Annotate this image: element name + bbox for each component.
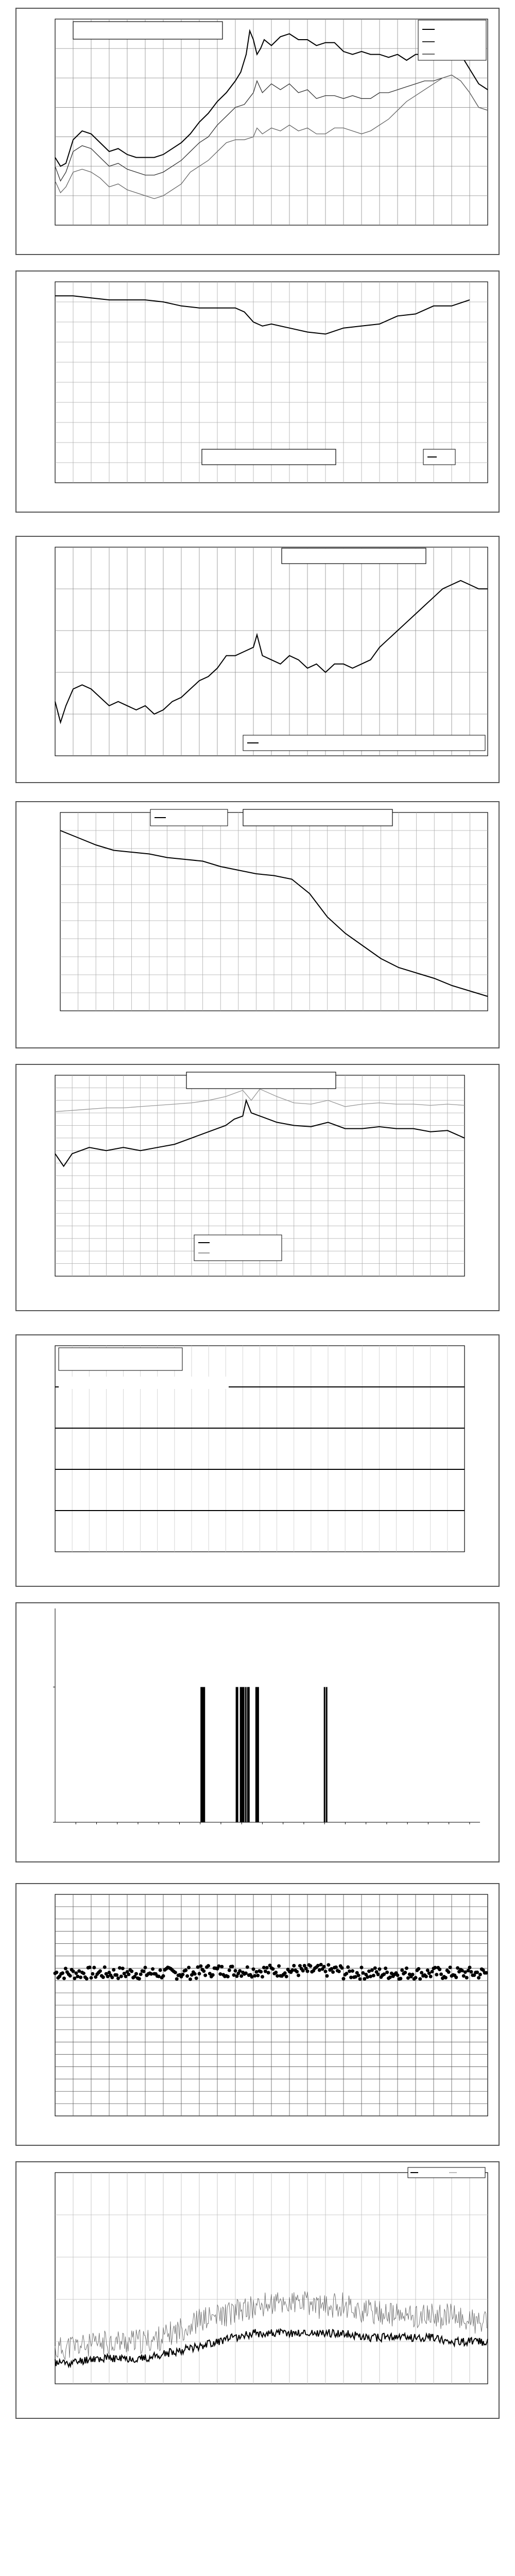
wind-direction-point [438, 1968, 441, 1971]
wind-direction-point [429, 1975, 433, 1978]
wind-direction-point [239, 1974, 243, 1978]
wind-direction-point [259, 1970, 263, 1974]
wind-direction-point [73, 1977, 76, 1980]
chart-title-box [73, 22, 222, 39]
wind-direction-point [138, 1977, 141, 1980]
wind-direction-point [193, 1972, 197, 1976]
wind-direction-point [468, 1965, 472, 1969]
wind-direction-point [351, 1969, 354, 1973]
wind-direction-point [469, 1970, 473, 1974]
wind-direction-point [244, 1971, 248, 1975]
mixing-ratio-chart [16, 537, 499, 782]
wind-direction-point [207, 1964, 210, 1968]
wind-direction-chart-panel [15, 1883, 500, 2146]
chart-title-box [59, 1348, 182, 1370]
wind-direction-point [124, 1975, 128, 1978]
wind-direction-point [366, 1975, 369, 1979]
wind-direction-point [301, 1969, 305, 1973]
wind-direction-point [195, 1976, 198, 1980]
wind-direction-point [485, 1971, 488, 1975]
wind-direction-point [267, 1971, 270, 1974]
wind-direction-point [384, 1967, 387, 1970]
wind-direction-point [439, 1972, 443, 1976]
wind-direction-point [185, 1974, 189, 1978]
wind-direction-point [72, 1970, 75, 1973]
legend-box [194, 1235, 282, 1261]
wind-direction-point [127, 1973, 130, 1976]
wind-direction-point [420, 1971, 423, 1975]
wind-direction-point [478, 1973, 482, 1976]
wind-direction-point [345, 1972, 348, 1975]
wind-direction-point [261, 1975, 264, 1978]
wind-direction-point [175, 1977, 179, 1981]
wind-direction-point [324, 1970, 328, 1973]
sunshine-bar [258, 1687, 259, 1823]
wind-direction-point [198, 1972, 201, 1975]
humidity-chart-panel [15, 270, 500, 513]
wind-direction-point [121, 1967, 125, 1970]
wind-direction-point [462, 1974, 466, 1978]
sunshine-bar [237, 1687, 238, 1823]
wind-direction-point [184, 1969, 187, 1972]
wind-direction-point [306, 1970, 310, 1973]
wind-direction-point [151, 1967, 154, 1971]
wind-direction-point [378, 1968, 382, 1971]
rainfall-chart-panel [15, 1334, 500, 1587]
wind-direction-point [346, 1965, 350, 1969]
temperature-chart [16, 9, 499, 254]
wind-direction-point [211, 1973, 215, 1977]
wind-direction-point [98, 1969, 102, 1973]
wind-direction-point [399, 1977, 402, 1980]
note-box [59, 1377, 229, 1389]
wind-direction-point [256, 1974, 260, 1977]
wind-direction-point [103, 1965, 107, 1969]
wind-direction-point [162, 1974, 165, 1978]
wind-direction-point [319, 1963, 323, 1967]
mixing-ratio-chart-panel [15, 536, 500, 783]
wind-direction-point [68, 1974, 72, 1978]
sunshine-chart [16, 1603, 499, 1861]
wind-direction-point [271, 1967, 274, 1971]
humidity-chart [16, 272, 499, 512]
chart-title-box [186, 1072, 336, 1089]
pressure-chart [16, 802, 499, 1047]
wind-direction-point [376, 1973, 380, 1976]
wind-direction-point [139, 1972, 143, 1976]
wind-direction-point [217, 1964, 220, 1968]
wind-direction-point [340, 1966, 344, 1970]
wind-direction-point [358, 1977, 362, 1981]
wind-direction-point [119, 1975, 123, 1978]
wind-direction-point [174, 1971, 177, 1974]
wind-direction-point [159, 1969, 162, 1972]
legend-box [408, 2167, 485, 2178]
wind-direction-point [64, 1967, 67, 1970]
wind-direction-point [435, 1973, 438, 1976]
wind-direction-point [90, 1976, 93, 1979]
sunshine-bar [243, 1687, 245, 1823]
wind-direction-point [202, 1969, 205, 1973]
wind-direction-point [277, 1964, 281, 1968]
wind-direction-point [62, 1976, 66, 1980]
wind-direction-point [400, 1969, 404, 1972]
chart-title-box [202, 449, 336, 465]
wind-direction-point [187, 1965, 191, 1969]
wind-direction-point [226, 1975, 230, 1978]
wind-direction-point [308, 1964, 312, 1968]
wind-direction-point [418, 1977, 422, 1981]
wind-direction-point [295, 1970, 299, 1973]
wind-direction-point [382, 1972, 386, 1976]
wind-direction-point [475, 1971, 479, 1974]
wind-direction-point [431, 1970, 434, 1973]
wind-direction-point [325, 1974, 329, 1978]
wind-direction-point [265, 1966, 269, 1970]
wind-direction-point [405, 1967, 408, 1970]
wind-direction-point [465, 1976, 469, 1979]
sunshine-bar [203, 1687, 205, 1823]
wind-direction-point [181, 1973, 184, 1976]
wind-direction-point [144, 1966, 147, 1970]
wind-direction-point [130, 1970, 133, 1973]
wind-direction-point [234, 1969, 237, 1973]
wind-direction-chart [16, 1884, 499, 2145]
wind-direction-point [274, 1971, 278, 1974]
wind-direction-point [363, 1977, 366, 1980]
wind-direction-point [116, 1976, 120, 1980]
wind-direction-point [283, 1971, 287, 1975]
wind-direction-point [203, 1974, 207, 1977]
wind-direction-point [357, 1974, 360, 1977]
wind-direction-point [101, 1975, 105, 1979]
legend-box [243, 735, 485, 751]
wind-direction-point [396, 1973, 400, 1977]
wind-direction-point [337, 1970, 341, 1973]
chart-title-box [282, 548, 426, 564]
wind-direction-point [334, 1965, 338, 1969]
wind-direction-point [414, 1976, 418, 1979]
rainfall-chart [16, 1335, 499, 1586]
wind-direction-point [342, 1977, 346, 1980]
wind-direction-point [360, 1965, 364, 1969]
wind-direction-point [417, 1967, 420, 1971]
wind-direction-point [88, 1965, 92, 1969]
wind-direction-point [447, 1970, 451, 1974]
wind-direction-point [246, 1965, 249, 1969]
wind-direction-point [297, 1974, 300, 1977]
wind-direction-point [92, 1966, 96, 1970]
wind-direction-point [188, 1977, 192, 1981]
wind-direction-point [373, 1967, 377, 1970]
sunshine-bar [245, 1687, 247, 1823]
wind-direction-point [444, 1976, 448, 1979]
wind-direction-point [82, 1972, 85, 1975]
wind-direction-point [91, 1972, 94, 1976]
wind-direction-point [220, 1965, 224, 1969]
wind-direction-point [292, 1964, 296, 1968]
wind-direction-point [115, 1973, 118, 1977]
wind-direction-point [403, 1971, 407, 1974]
sunshine-bar [326, 1687, 328, 1823]
wind-direction-point [477, 1976, 480, 1979]
wind-direction-point [424, 1975, 428, 1978]
wind-direction-point [55, 1971, 58, 1974]
pressure-chart-panel [15, 801, 500, 1048]
wind-direction-point [61, 1971, 64, 1975]
wind-direction-point [331, 1970, 335, 1974]
wind-direction-point [252, 1968, 255, 1971]
wind-direction-point [411, 1973, 415, 1976]
grass-temp-chart-panel [15, 1064, 500, 1311]
grass-temp-chart [16, 1065, 499, 1310]
wind-direction-point [370, 1969, 374, 1972]
wind-direction-point [134, 1972, 138, 1976]
sunshine-chart-panel [15, 1602, 500, 1862]
wind-direction-point [110, 1976, 114, 1979]
wind-direction-point [112, 1968, 115, 1972]
sunshine-bar [324, 1687, 325, 1823]
wind-direction-point [74, 1971, 78, 1975]
wind-direction-point [85, 1977, 89, 1980]
wind-speed-chart [16, 2162, 499, 2418]
sunshine-bar [248, 1687, 250, 1823]
wind-direction-point [118, 1966, 122, 1970]
wind-direction-point [385, 1971, 389, 1974]
wind-direction-point [372, 1974, 375, 1977]
wind-speed-chart-panel [15, 2161, 500, 2419]
wind-direction-point [285, 1975, 288, 1978]
wind-direction-point [142, 1970, 146, 1973]
wind-direction-point [79, 1976, 82, 1979]
wind-direction-point [454, 1976, 458, 1979]
wind-direction-point [327, 1963, 330, 1967]
wind-direction-point [449, 1965, 452, 1969]
wind-direction-point [218, 1972, 222, 1976]
chart-title-box [243, 809, 392, 826]
wind-direction-point [199, 1964, 202, 1968]
wind-direction-point [228, 1969, 231, 1972]
wind-direction-point [231, 1964, 234, 1968]
temperature-chart-panel [15, 8, 500, 255]
wind-direction-point [322, 1965, 326, 1969]
